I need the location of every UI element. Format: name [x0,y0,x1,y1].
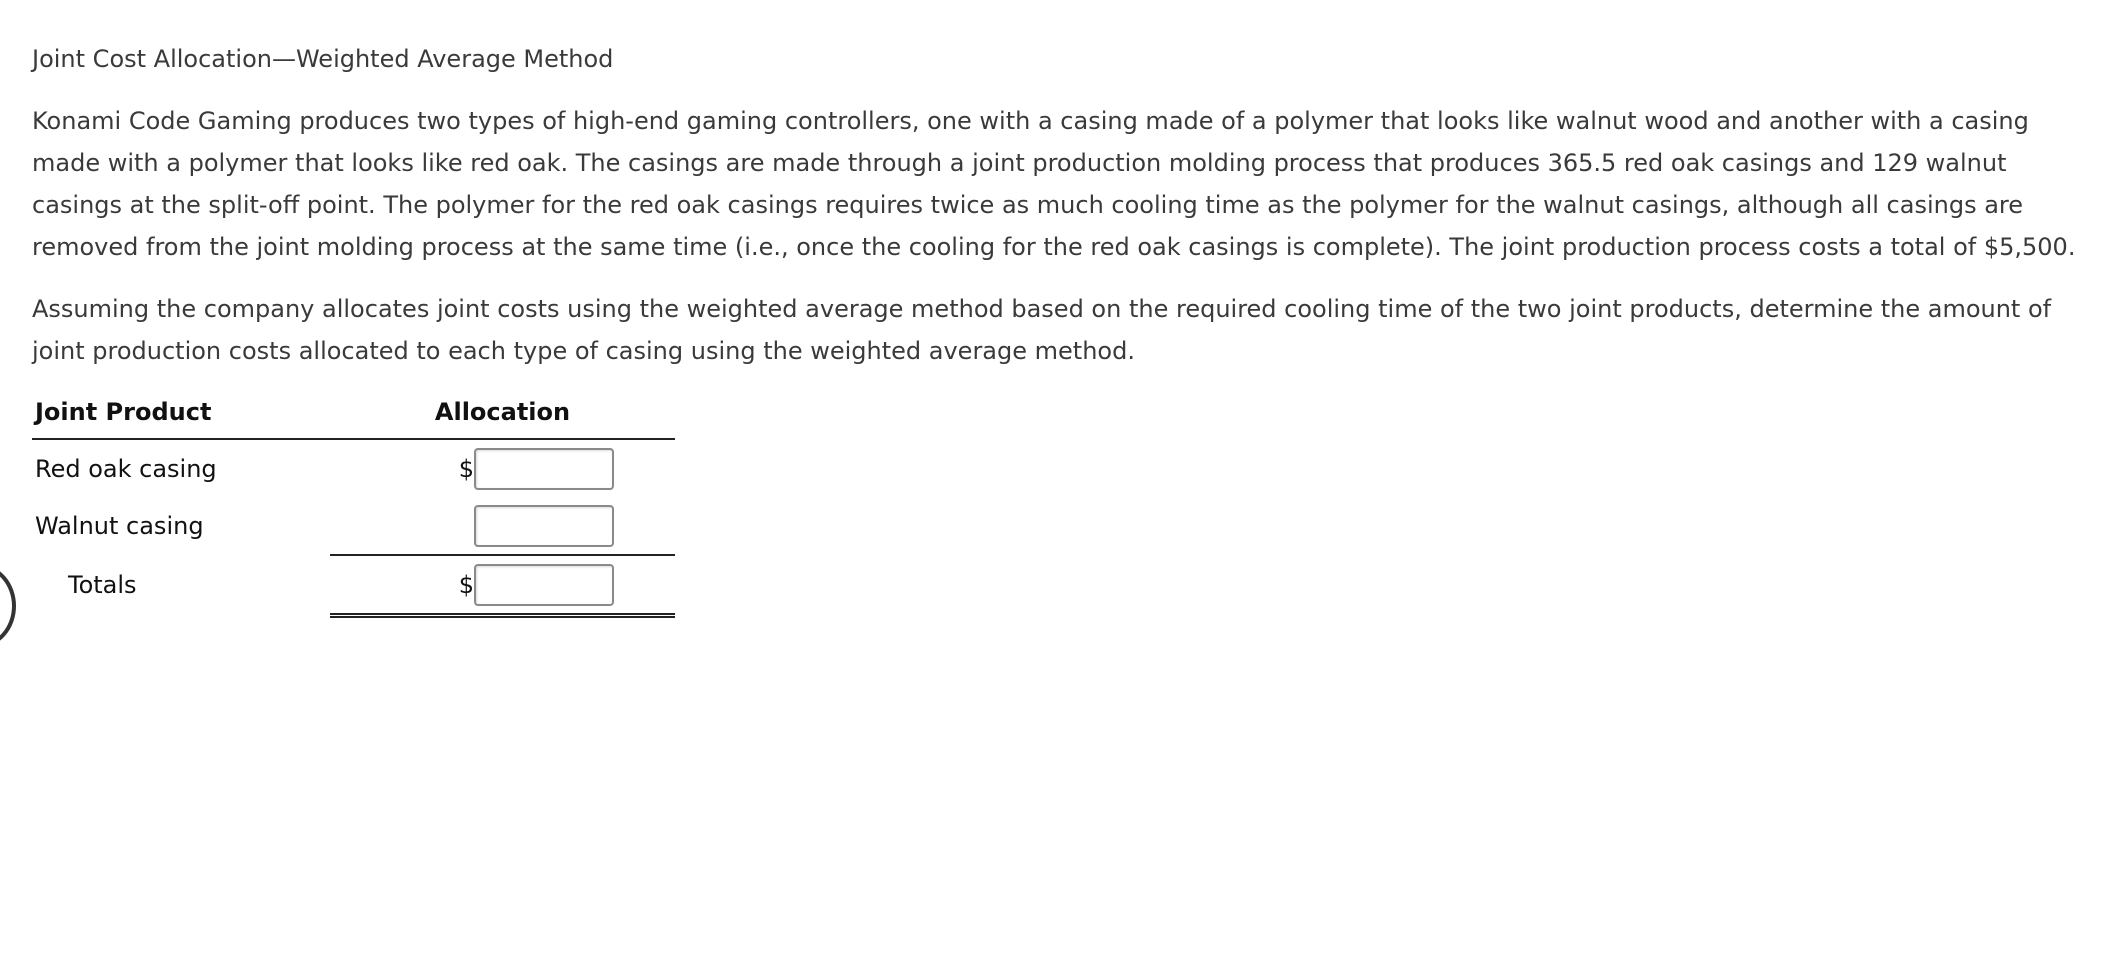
problem-description: Konami Code Gaming produces two types of high-end gaming controllers, one with a casing made of a polymer that looks like walnut wood and another with a casing made with a polymer that looks like red oak. The casings are made through a joint production molding process that produces 365.5 red oak casings and 129 walnut casings at the split-off point. The polymer for the red oak casings requires twice as much cooling time as the polymer for the walnut casings, although all casings are removed from the joint molding process at the same time (i.e., once the cooling for the red oak casings is complete). The joint production process costs a total of $5,500. [32,107,2076,261]
allocation-table [32,392,675,618]
header-allocation: Allocation [330,392,675,439]
table-header-row [32,392,675,439]
problem-title: Joint Cost Allocation—Weighted Average Method [32,45,614,73]
problem-question: Assuming the company allocates joint costs using the weighted average method based on the required cooling time of the two joint products, determine the amount of joint production costs allocated to each type of casing using the weighted average method. [32,295,2052,365]
totals-allocation-cell [330,555,675,616]
red-oak-allocation-input[interactable] [474,448,614,490]
header-joint-product: Joint Product [32,392,330,439]
problem-content [32,38,2102,618]
red-oak-label: Red oak casing [35,454,217,483]
walnut-allocation-cell [330,497,675,555]
walnut-allocation-input[interactable] [474,505,614,547]
table-row-walnut [32,497,675,555]
totals-allocation-input[interactable] [474,564,614,606]
red-oak-allocation-cell [330,439,675,497]
table-row-totals [32,555,675,616]
totals-label: Totals [68,571,137,600]
table-row-red-oak [32,439,675,497]
totals-currency-symbol: $ [458,570,474,599]
walnut-label: Walnut casing [35,512,204,540]
red-oak-currency-symbol: $ [458,454,474,483]
side-circle-indicator [0,564,16,648]
